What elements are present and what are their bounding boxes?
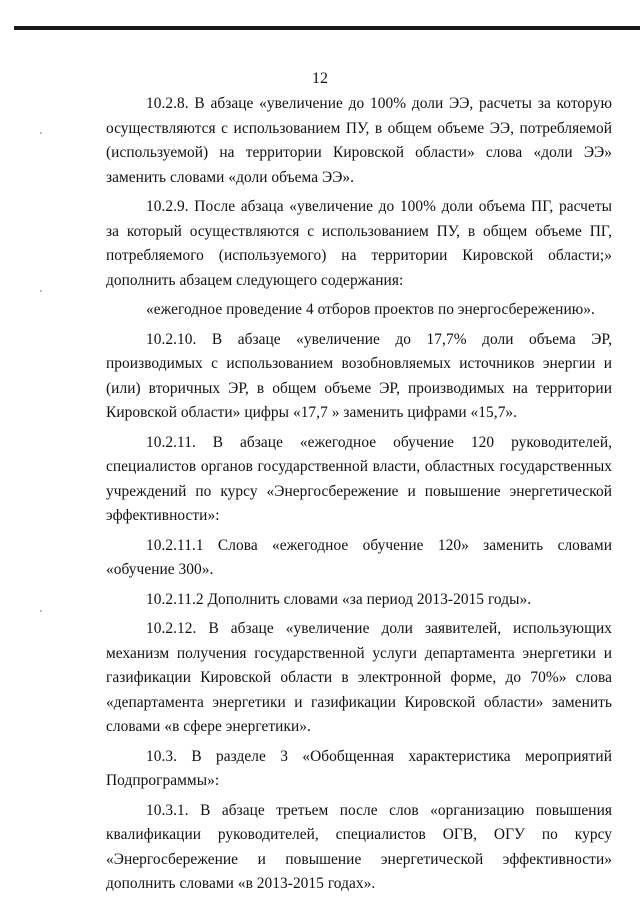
- paragraph-10-2-11: 10.2.11. В абзаце «ежегодное обучение 120 руководителей, специалистов органов государственной власти, областных государственных учреждений по курсу «Энергосбережение и повышение энергетической эффективности»:: [106, 433, 612, 524]
- page-top-rule: [14, 26, 640, 30]
- paragraph-10-3-1: 10.3.1. В абзаце третьем после слов «организацию повышения квалификации руководителей, специалистов ОГВ, ОГУ по курсу «Энергосбережение и повышение энергетической эффективности» дополнить словами «в 2013-2015 годах».: [106, 801, 612, 892]
- document-body: [106, 92, 612, 902]
- paragraph-10-2-12: 10.2.12. В абзаце «увеличение доли заявителей, использующих механизм получения государственной услуги департамента энергетики и газификации Кировской области в электронной форме, до 70%» слова «департамента энергетики и газификации Кировской области» заменить словами «в сфере энергетики».: [106, 620, 612, 735]
- scan-speck: [40, 132, 42, 134]
- paragraph-inserted-text: «ежегодное проведение 4 отборов проектов по энергосбережению».: [146, 301, 595, 318]
- paragraph-10-2-10: 10.2.10. В абзаце «увеличение до 17,7% доли объема ЭР, производимых с использованием возобновляемых источников энергии и (или) вторичных ЭР, в общем объеме ЭР, производимых на территории Кировской области» цифры «17,7 » заменить цифрами «15,7».: [106, 330, 612, 421]
- paragraph-10-2-9: 10.2.9. После абзаца «увеличение до 100% доли объема ПГ, расчеты за который осуществляются с использованием ПУ, в общем объеме ПГ, потребляемого (используемого) на территории Кировской области;» дополнить абзацем следующего содержания:: [106, 198, 612, 289]
- scan-speck: [40, 610, 42, 612]
- paragraph-10-2-8: 10.2.8. В абзаце «увеличение до 100% доли ЭЭ, расчеты за которую осуществляются с использованием ПУ, в общем объеме ЭЭ, потребляемой (используемой) на территории Кировской области» слова «доли ЭЭ» заменить словами «доли объема ЭЭ».: [106, 95, 612, 186]
- page-number: 12: [312, 70, 328, 87]
- paragraph-10-2-11-1: 10.2.11.1 Слова «ежегодное обучение 120» заменить словами «обучение 300».: [106, 536, 612, 578]
- paragraph-10-3: 10.3. В разделе 3 «Обобщенная характеристика мероприятий Подпрограммы»:: [106, 747, 612, 789]
- paragraph-10-2-11-2: 10.2.11.2 Дополнить словами «за период 2013-2015 годы».: [146, 590, 532, 608]
- scan-speck: [40, 290, 42, 292]
